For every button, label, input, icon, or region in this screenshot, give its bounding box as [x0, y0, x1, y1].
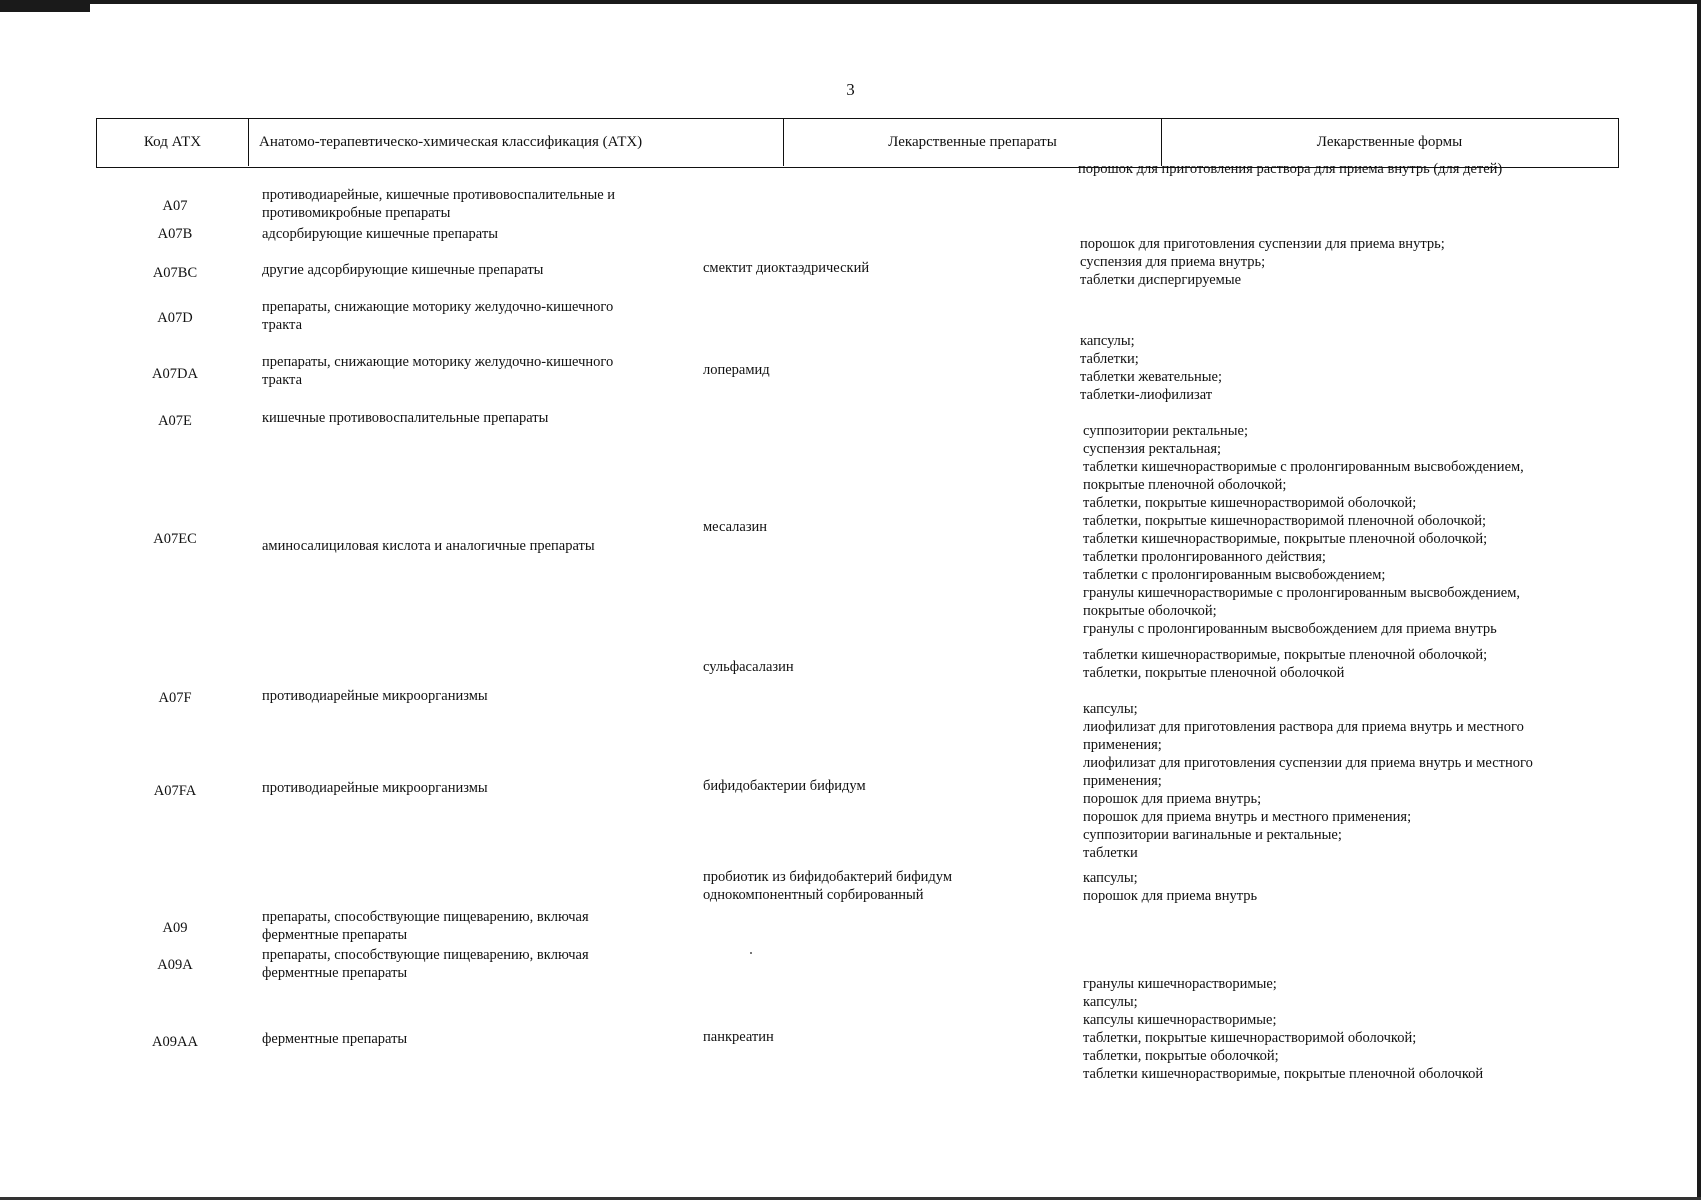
text-line: аминосалициловая кислота и аналогичные препараты [262, 538, 595, 554]
text-line: гранулы с пролонгированным высвобождением для приема внутрь [1083, 621, 1497, 637]
classification-cell [262, 537, 595, 555]
text-line: порошок для приготовления суспензии для приема внутрь; [1080, 236, 1445, 252]
text-line: гранулы кишечнорастворимые; [1083, 976, 1277, 992]
text-line: таблетки, покрытые кишечнорастворимой оболочкой; [1083, 495, 1417, 511]
classification-cell [262, 353, 613, 389]
classification-cell [262, 908, 589, 944]
text-line: адсорбирующие кишечные препараты [262, 226, 498, 242]
text-line: ферментные препараты [262, 927, 408, 943]
text-line: противомикробные препараты [262, 205, 451, 221]
text-line: капсулы; [1083, 870, 1138, 886]
atc-code: A07E [158, 413, 192, 429]
text-line: однокомпонентный сорбированный [703, 887, 924, 903]
text-line: таблетки, покрытые кишечнорастворимой оболочкой; [1083, 1030, 1417, 1046]
atc-code: A07B [157, 226, 193, 242]
header-code: Код АТХ [97, 119, 249, 166]
scan-edge-top [0, 0, 1701, 4]
classification-cell [262, 298, 613, 334]
text-line: таблетки кишечнорастворимые, покрытые пленочной оболочкой; [1083, 647, 1488, 663]
classification-cell [262, 261, 543, 279]
text-line: капсулы кишечнорастворимые; [1083, 1012, 1277, 1028]
drug-cell [703, 361, 770, 379]
text-line: месалазин [703, 519, 768, 535]
text-line: тракта [262, 317, 303, 333]
classification-cell [262, 225, 498, 243]
classification-cell [262, 946, 589, 982]
text-line: порошок для приема внутрь и местного применения; [1083, 809, 1412, 825]
text-line: лиофилизат для приготовления суспензии для приема внутрь и местного [1083, 755, 1533, 771]
text-line: препараты, способствующие пищеварению, включая [262, 947, 589, 963]
classification-cell [262, 779, 488, 797]
text-line: капсулы; [1083, 994, 1138, 1010]
text-line: суспензия ректальная; [1083, 441, 1222, 457]
forms-cell [1083, 422, 1524, 638]
text-line: покрытые пленочной оболочкой; [1083, 477, 1287, 493]
carryover-form: порошок для приготовления раствора для приема внутрь (для детей) [1078, 161, 1503, 177]
text-line: кишечные противовоспалительные препараты [262, 410, 549, 426]
atc-code: A07D [157, 310, 193, 326]
drug-cell [703, 777, 866, 795]
forms-cell [1083, 700, 1533, 862]
atc-code: A07FA [153, 783, 197, 799]
text-line: панкреатин [703, 1029, 774, 1045]
atc-code: A07F [158, 690, 192, 706]
text-line: противодиарейные микроорганизмы [262, 688, 488, 704]
text-line: препараты, снижающие моторику желудочно-кишечного [262, 299, 614, 315]
text-line: применения; [1083, 773, 1162, 789]
text-line: применения; [1083, 737, 1162, 753]
drug-cell [703, 868, 952, 904]
text-line: таблетки пролонгированного действия; [1083, 549, 1326, 565]
text-line: таблетки жевательные; [1080, 369, 1222, 385]
forms-cell [1083, 975, 1483, 1083]
atc-code: A09AA [152, 1034, 198, 1050]
atc-code: A07EC [153, 531, 197, 547]
header-classification: Анатомо-терапевтическо-химическая классификация (АТХ) [249, 119, 784, 166]
text-line: ферментные препараты [262, 1031, 408, 1047]
drug-cell [703, 658, 794, 676]
text-line: таблетки, покрытые пленочной оболочкой [1083, 665, 1345, 681]
drug-cell [703, 1028, 774, 1046]
text-line: капсулы; [1080, 333, 1135, 349]
text-line: суппозитории ректальные; [1083, 423, 1248, 439]
scan-speck [750, 952, 752, 954]
text-line: таблетки кишечнорастворимые, покрытые пленочной оболочкой [1083, 1066, 1484, 1082]
text-line: таблетки, покрытые кишечнорастворимой пленочной оболочкой; [1083, 513, 1487, 529]
atc-code: A07BC [152, 265, 198, 281]
text-line: противодиарейные микроорганизмы [262, 780, 488, 796]
classification-cell [262, 687, 488, 705]
text-line: покрытые оболочкой; [1083, 603, 1217, 619]
drug-cell [703, 518, 767, 536]
text-line: пробиотик из бифидобактерий бифидум [703, 869, 952, 885]
scan-edge-right [1697, 0, 1701, 1200]
text-line: суппозитории вагинальные и ректальные; [1083, 827, 1342, 843]
text-line: таблетки кишечнорастворимые, покрытые пленочной оболочкой; [1083, 531, 1488, 547]
text-line: препараты, способствующие пищеварению, включая [262, 909, 589, 925]
header-drugs: Лекарственные препараты [784, 119, 1162, 166]
text-line: гранулы кишечнорастворимые с пролонгированным высвобождением, [1083, 585, 1521, 601]
text-line: капсулы; [1083, 701, 1138, 717]
text-line: препараты, снижающие моторику желудочно-кишечного [262, 354, 614, 370]
text-line: сульфасалазин [703, 659, 794, 675]
drug-cell [703, 259, 869, 277]
text-line: порошок для приема внутрь; [1083, 791, 1262, 807]
text-line: таблетки-лиофилизат [1080, 387, 1213, 403]
atc-code: A09A [157, 957, 193, 973]
text-line: другие адсорбирующие кишечные препараты [262, 262, 544, 278]
classification-cell [262, 1030, 407, 1048]
text-line: тракта [262, 372, 303, 388]
page-number: 3 [846, 80, 855, 99]
header-forms: Лекарственные формы [1316, 134, 1463, 150]
text-line: суспензия для приема внутрь; [1080, 254, 1266, 270]
text-line: лоперамид [703, 362, 770, 378]
text-line: порошок для приема внутрь [1083, 888, 1258, 904]
text-line: противодиарейные, кишечные противовоспалительные и [262, 187, 616, 203]
text-line: таблетки кишечнорастворимые с пролонгированным высвобождением, [1083, 459, 1524, 475]
forms-cell [1080, 332, 1222, 404]
classification-cell [262, 409, 548, 427]
text-line: ферментные препараты [262, 965, 408, 981]
atc-code: A07 [162, 198, 188, 214]
atc-code: A09 [162, 920, 188, 936]
text-line: таблетки; [1080, 351, 1139, 367]
text-line: таблетки, покрытые оболочкой; [1083, 1048, 1279, 1064]
text-line: таблетки диспергируемые [1080, 272, 1242, 288]
forms-cell [1080, 235, 1445, 289]
forms-cell [1083, 646, 1487, 682]
text-line: смектит диоктаэдрический [703, 260, 870, 276]
atc-code: A07DA [152, 366, 198, 382]
forms-cell [1083, 869, 1257, 905]
text-line: таблетки [1083, 845, 1138, 861]
classification-cell [262, 186, 615, 222]
text-line: бифидобактерии бифидум [703, 778, 866, 794]
text-line: таблетки с пролонгированным высвобождением; [1083, 567, 1386, 583]
text-line: лиофилизат для приготовления раствора для приема внутрь и местного [1083, 719, 1524, 735]
